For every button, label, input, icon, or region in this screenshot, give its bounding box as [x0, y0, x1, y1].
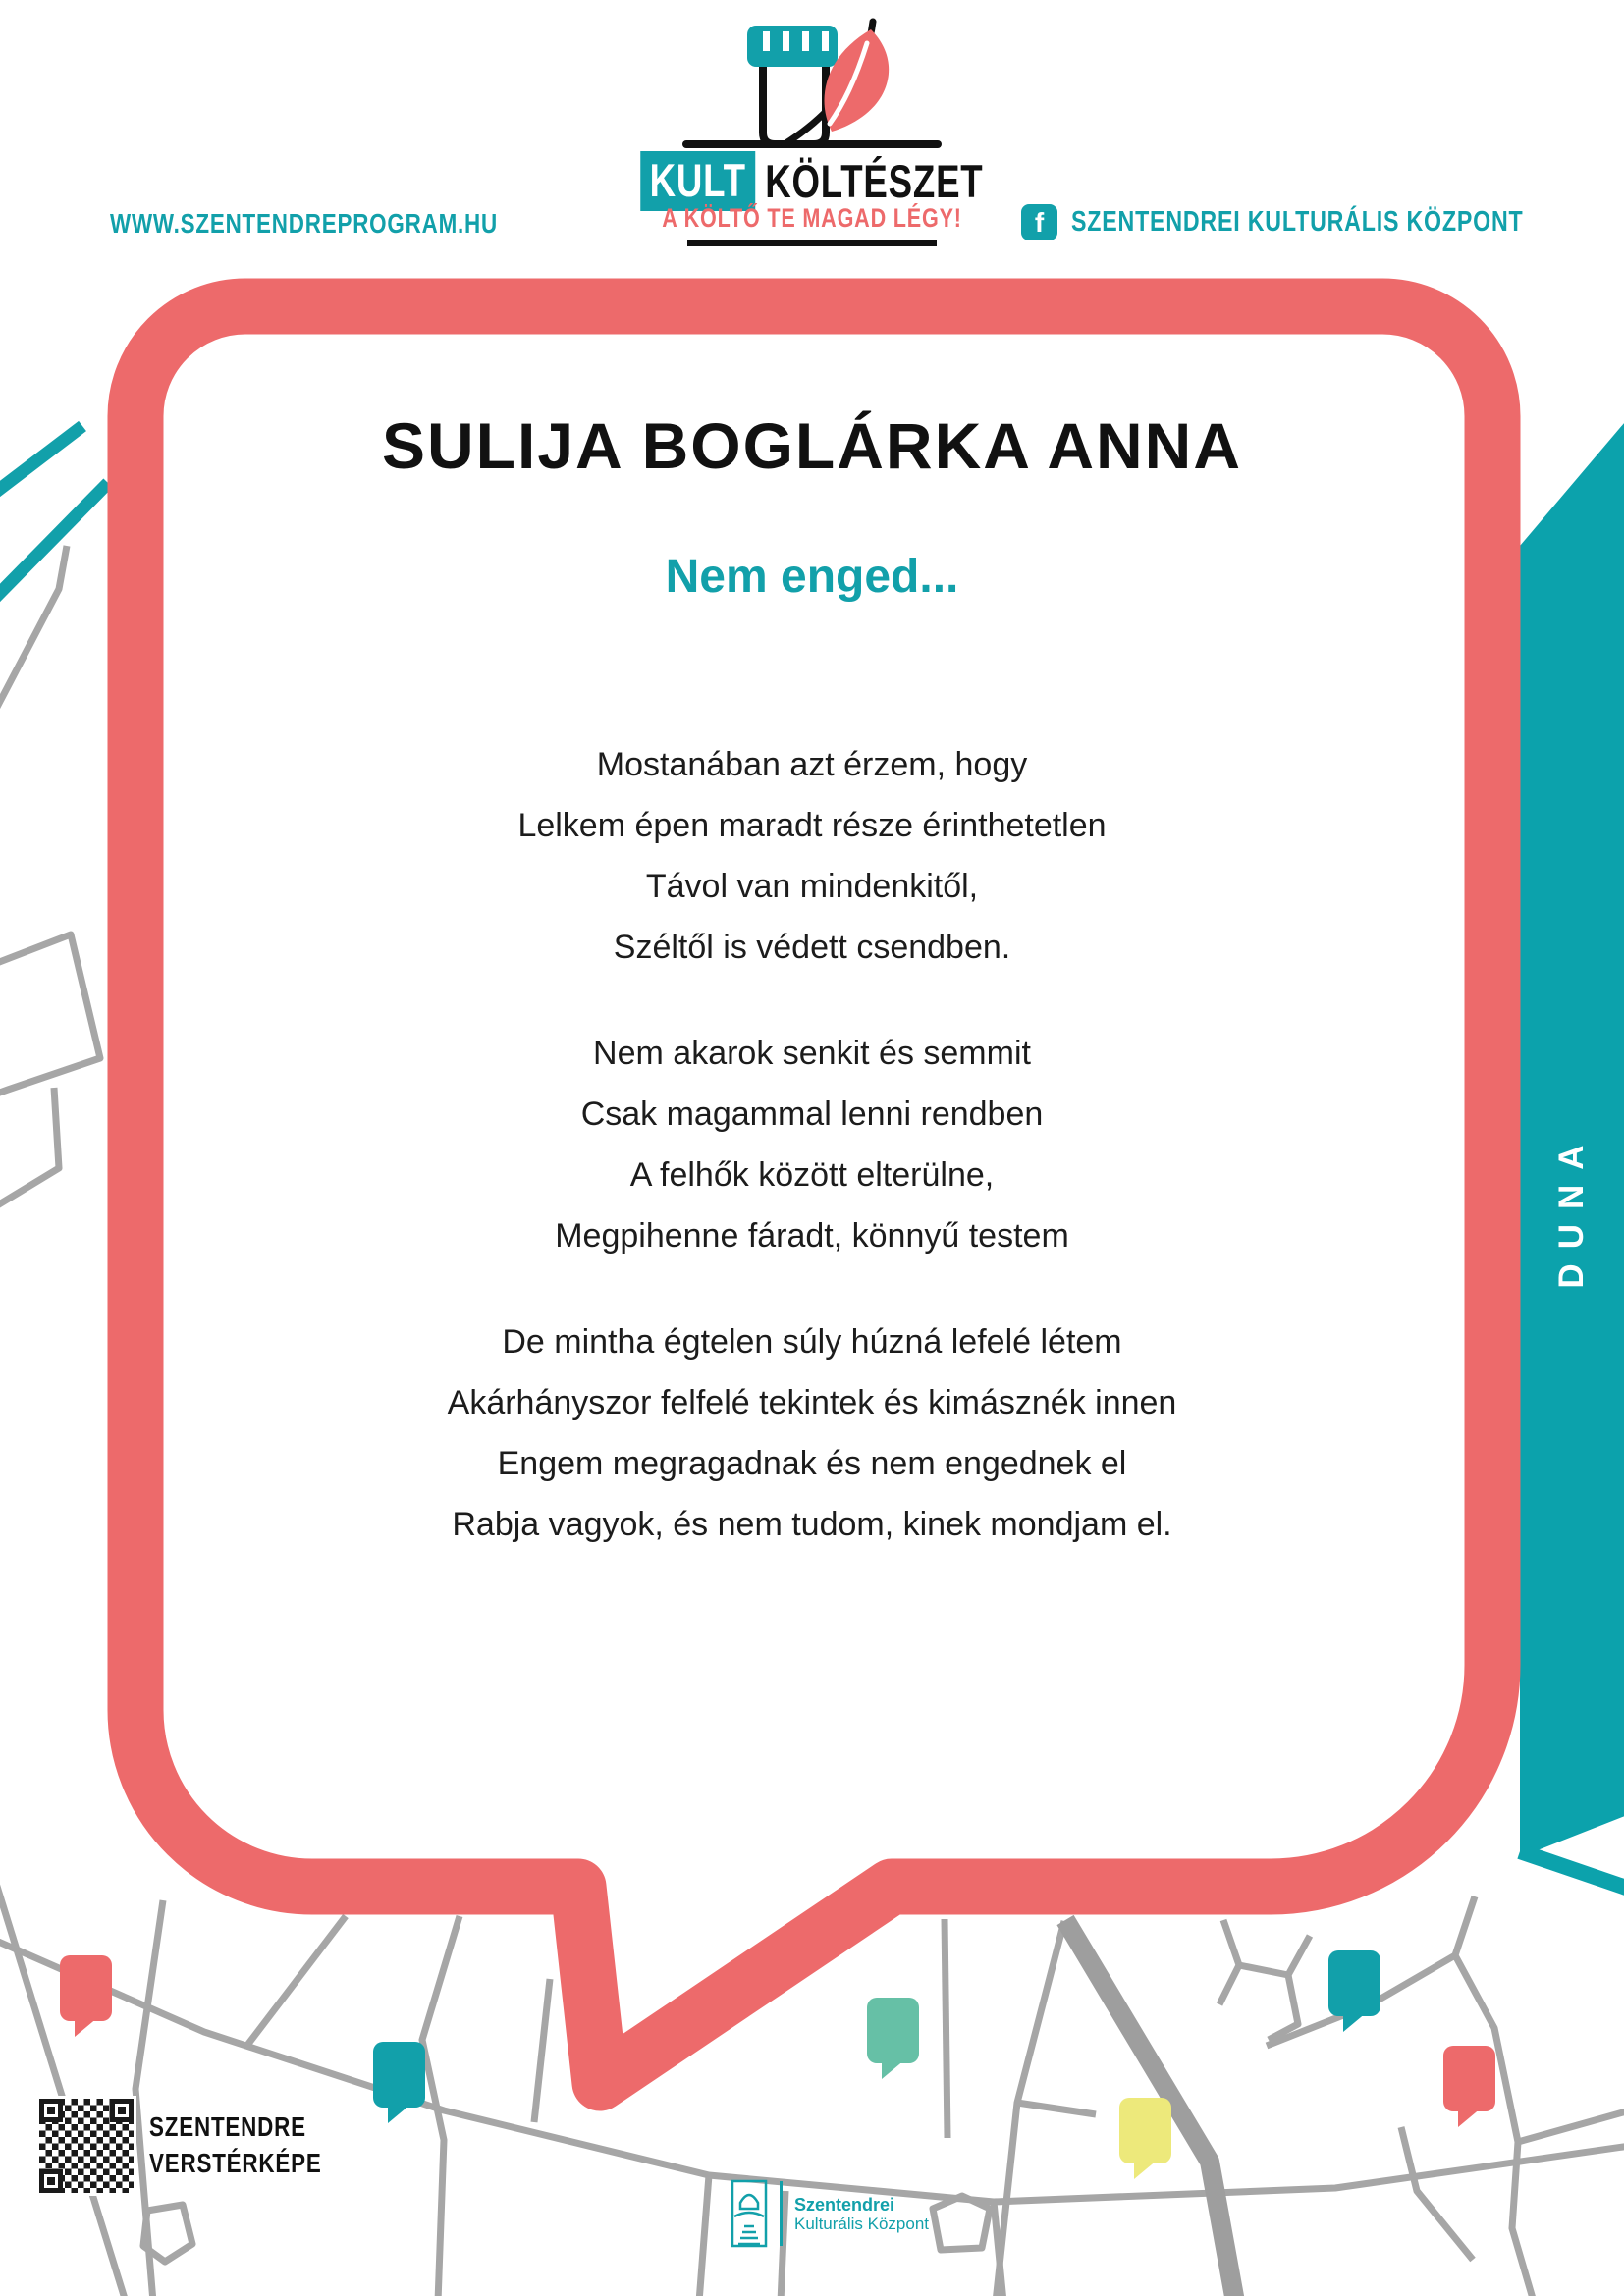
map-caption — [149, 2109, 365, 2181]
poem-line: Engem megragadnak és nem engednek el — [497, 1445, 1127, 1482]
map-marker-mint — [867, 1998, 919, 2079]
poem-line: Távol van mindenkitől, — [645, 868, 979, 905]
river-label-duna: DUNA — [1552, 1130, 1591, 1289]
poet-name-heading: SULIJA BOGLÁRKA ANNA — [382, 409, 1242, 482]
poem-line: Csak magammal lenni rendben — [580, 1095, 1044, 1133]
poem-line: De mintha égtelen súly húzná lefelé létem — [502, 1323, 1122, 1361]
map-caption-line2: VERSTÉRKÉPE — [149, 2148, 322, 2178]
brand-wordmark — [0, 151, 1624, 211]
map-marker-red-right — [1443, 2046, 1495, 2127]
org-name-line1: Szentendrei — [794, 2195, 895, 2215]
brand-kolteszet-label: KÖLTÉSZET — [765, 155, 984, 207]
map-caption-line1: SZENTENDRE — [149, 2111, 306, 2142]
brand-tagline: A KÖLTŐ TE MAGAD LÉGY! — [662, 203, 962, 233]
poem-line: Széltől is védett csendben. — [613, 929, 1011, 966]
poem-line: A felhők között elterülne, — [629, 1156, 995, 1194]
ink-bottle-quill-icon — [625, 10, 999, 157]
map-marker-yellow — [1119, 2098, 1171, 2179]
poem-line: Nem akarok senkit és semmit — [593, 1035, 1031, 1072]
qr-finder-icon — [110, 2099, 134, 2122]
facebook-icon: f — [1021, 204, 1057, 240]
poem-stanza-3 — [0, 1311, 1624, 1555]
organization-building-icon — [731, 2179, 768, 2248]
brand-kult-badge: KULT — [640, 151, 755, 211]
poem-line: Lelkem épen maradt része érinthetetlen — [517, 807, 1107, 844]
map-marker-red-left — [60, 1955, 112, 2037]
qr-finder-icon — [39, 2099, 63, 2122]
brand-underline — [687, 240, 937, 246]
org-name-line2: Kulturális Központ — [794, 2215, 930, 2233]
facebook-page-label: SZENTENDREI KULTURÁLIS KÖZPONT — [1071, 206, 1524, 238]
poem-line: Akárhányszor felfelé tekintek és kimásznék innen — [447, 1384, 1177, 1421]
organization-logo — [731, 2179, 929, 2248]
map-marker-teal-left — [373, 2042, 425, 2123]
poem-line: Megpihenne fáradt, könnyű testem — [555, 1217, 1069, 1255]
poem-title: Nem enged... — [665, 551, 959, 603]
poem-body — [0, 734, 1624, 1600]
map-marker-teal-right — [1328, 1950, 1380, 2032]
poem-line: Rabja vagyok, és nem tudom, kinek mondjam el. — [452, 1506, 1172, 1543]
logo-divider — [780, 2181, 783, 2246]
poem-stanza-2 — [0, 1023, 1624, 1266]
poem-line: Mostanában azt érzem, hogy — [596, 746, 1028, 783]
qr-code — [39, 2099, 134, 2193]
website-url-link[interactable]: WWW.SZENTENDREPROGRAM.HU — [110, 208, 499, 239]
qr-finder-icon — [39, 2169, 63, 2193]
poem-stanza-1 — [0, 734, 1624, 978]
